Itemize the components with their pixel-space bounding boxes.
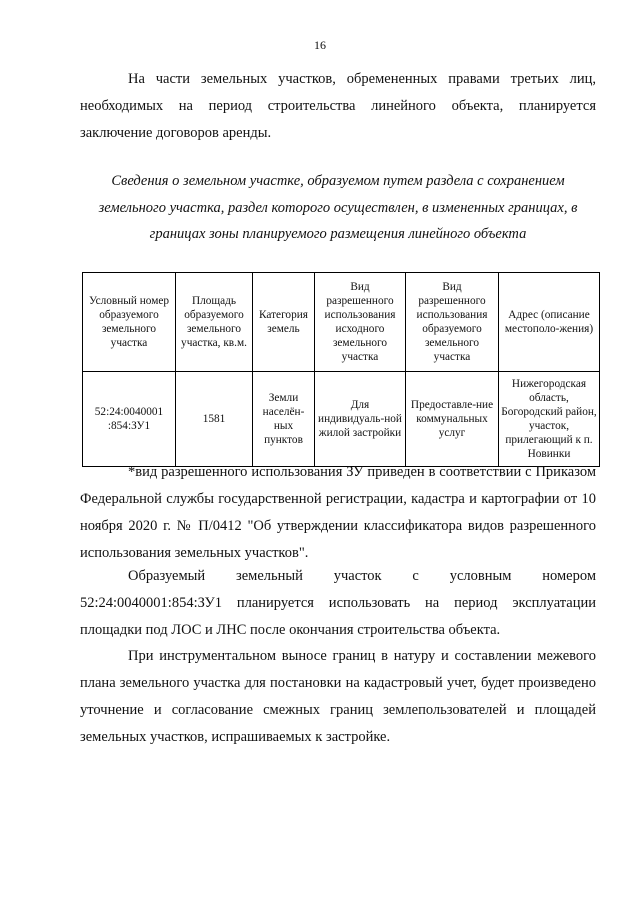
header-land-category: Категория земель [253, 273, 315, 372]
table-title: Сведения о земельном участке, образуемом путем раздела с сохранением земельного участка, раздел которого осуществлен, в измененных границах, в границах зоны планируемого размещения линейного объекта [98, 173, 578, 242]
page-number: 16 [314, 38, 326, 52]
paragraph-note: *вид разрешенного использования ЗУ приведен в соответствии с Приказом Федеральной службы государственной регистрации, кадастра и картографии от 10 ноября 2020 г. № П/0412 "Об утверждении классификатора видов разрешенного использования земельных участков". [80, 464, 596, 561]
land-plot-table [82, 272, 600, 467]
paragraph-intro: На части земельных участков, обремененных правами третьих лиц, необходимых на период строительства линейного объекта, планируется заключение договоров аренды. [80, 71, 596, 141]
header-source-use: Вид разрешенного использования исходного земельного участка [315, 273, 406, 372]
paragraph-plot: Образуемый земельный участок с условным номером 52:24:0040001:854:ЗУ1 планируется использовать на период эксплуатации площадки под ЛОС и ЛНС после окончания строительства объекта. [80, 568, 596, 638]
cell-cadastral-number: 52:24:0040001 :854:ЗУ1 [83, 372, 176, 467]
header-cadastral-number: Условный номер образуемого земельного участка [83, 273, 176, 372]
cell-address: Нижегородская область, Богородский район, участок, прилегающий к п. Новинки [499, 372, 600, 467]
cell-area: 1581 [176, 372, 253, 467]
cell-land-category: Земли населён-ных пунктов [253, 372, 315, 467]
cell-source-use: Для индивидуаль-ной жилой застройки [315, 372, 406, 467]
cell-new-use: Предоставле-ние коммунальных услуг [406, 372, 499, 467]
paragraph-survey: При инструментальном выносе границ в натуру и составлении межевого плана земельного участка для постановки на кадастровый учет, будет произведено уточнение и согласование смежных границ землепользователей и площадей земельных участков, испрашиваемых к застройке. [80, 648, 596, 745]
table-header-row [83, 273, 600, 372]
header-new-use: Вид разрешенного использования образуемого земельного участка [406, 273, 499, 372]
header-address: Адрес (описание местополо-жения) [499, 273, 600, 372]
header-area: Площадь образуемого земельного участка, кв.м. [176, 273, 253, 372]
table-row [83, 372, 600, 467]
